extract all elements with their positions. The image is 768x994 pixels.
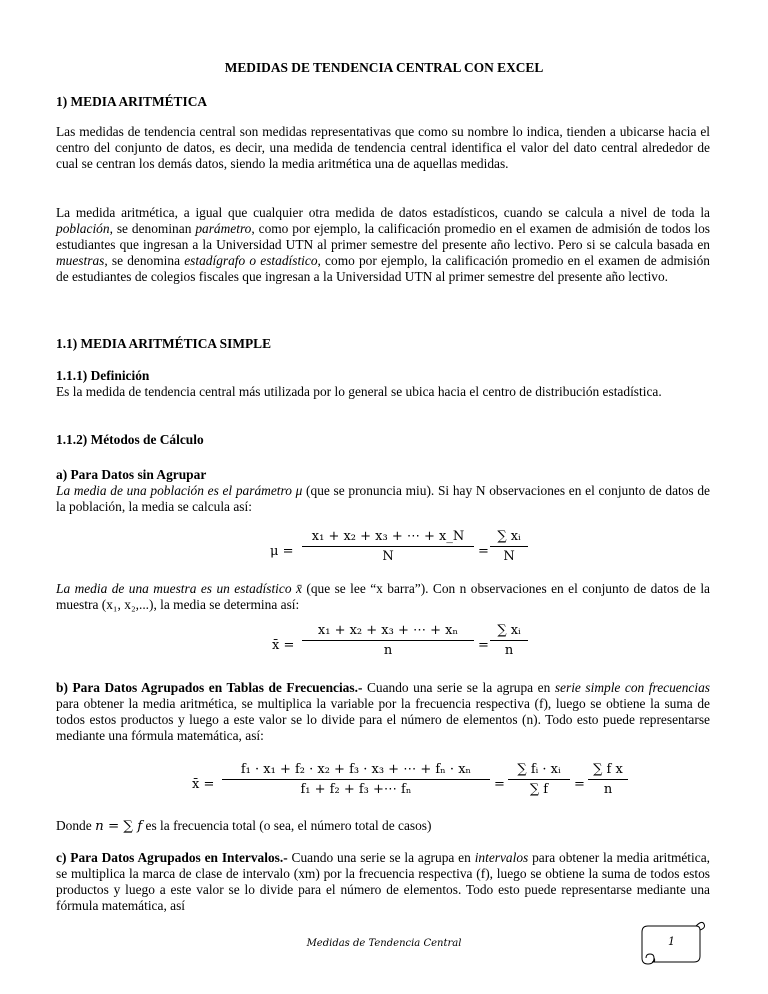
paragraph-donde: Donde n = ∑ f es la frecuencia total (o sea, el número total de casos) — [56, 818, 432, 834]
heading-media-simple: 1.1) MEDIA ARITMÉTICA SIMPLE — [56, 336, 272, 351]
page-footer: Medidas de Tendencia Central — [306, 938, 462, 949]
paragraph-media-poblacion: La media de una población es el parámetro μ (que se pronuncia miu). Si hay N observaciones en el conjunto de datos de la población, la media se calcula así: — [56, 483, 710, 514]
document-title: MEDIDAS DE TENDENCIA CENTRAL CON EXCEL — [224, 60, 544, 75]
heading-datos-sin-agrupar: a) Para Datos sin Agrupar — [56, 467, 207, 482]
paragraph-definicion: Es la medida de tendencia central más utilizada por lo general se ubica hacia el centro de distribución estadística. — [56, 384, 662, 399]
heading-metodos: 1.1.2) Métodos de Cálculo — [56, 432, 204, 447]
page-number: 1 — [668, 935, 675, 948]
paragraph-intervalos: c) Para Datos Agrupados en Intervalos.- Cuando una serie se la agrupa en intervalos para obtener la media aritmética, se multiplica la marca de clase de intervalo (xm) por la frecuencia respectiva (f), luego se obtiene la suma de todos estos productos y luego a este valor se lo divide para el número de elementos. Todo esto puede representarse mediante una fórmula matemática, así — [56, 850, 710, 913]
paragraph-tablas-frecuencias: b) Para Datos Agrupados en Tablas de Frecuencias.- Cuando una serie se la agrupa en serie simple con frecuencias para obtener la media aritmética, se multiplica la variable por la frecuencia respectiva (f), luego se obtiene la suma de todos estos productos y luego a este valor se lo divide para el número de elementos (n). Todo esto puede representarse mediante una fórmula matemática, así: — [56, 680, 710, 743]
paragraph-media-muestra: La media de una muestra es un estadístico x̄ (que se lee “x barra”). Con n observaciones en el conjunto de datos de la muestra (x₁, x₂,...), la media se determina así: — [56, 581, 710, 612]
scroll-ornament-icon — [640, 918, 710, 966]
heading-definicion: 1.1.1) Definición — [56, 368, 150, 383]
heading-media-aritmetica: 1) MEDIA ARITMÉTICA — [56, 94, 208, 109]
paragraph-intro: Las medidas de tendencia central son medidas representativas que como su nombre lo indica, tienden a ubicarse hacia el centro del conjunto de datos, es decir, una medida de tendencia central identifica el valor del dato central alrededor de cual se centran los demás datos, siendo la media aritmética una de aquellas medidas. — [56, 124, 710, 171]
paragraph-poblacion-muestra: La medida aritmética, a igual que cualquier otra medida de datos estadísticos, cuando se calcula a nivel de toda la población, se denominan parámetro, como por ejemplo, la calificación promedio en el examen de admisión de todos los estudiantes que ingresan a la Universidad UTN al primer semestre del presente año lectivo. Pero si se calcula basada en muestras, se denomina estadígrafo o estadístico, como por ejemplo, la calificación promedio en el examen de admisión de estudiantes de colegios fiscales que ingresan a la Universidad UTN al primer semestre del presente año lectivo. — [56, 205, 710, 284]
